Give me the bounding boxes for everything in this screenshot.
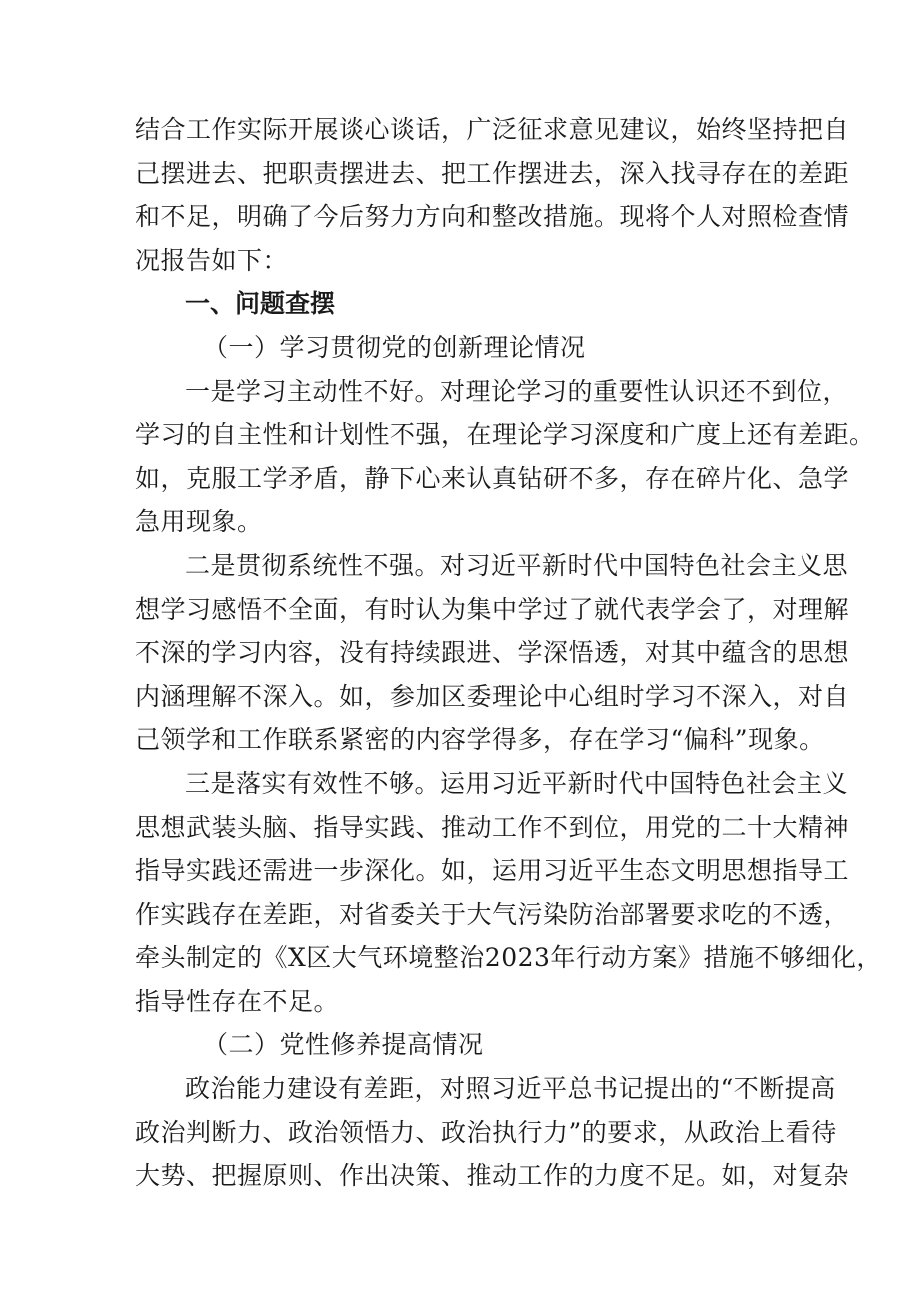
subsection-heading: （二）党性修养提高情况 (203, 1030, 484, 1060)
text-line: 一是学习主动性不好。对理论学习的重要性认识还不到位， (185, 376, 849, 406)
text-line: 二是贯彻系统性不强。对习近平新时代中国特色社会主义思 (185, 550, 849, 580)
section-heading: 一、问题查摆 (185, 289, 336, 319)
text-line: 想学习感悟不全面，有时认为集中学过了就代表学会了，对理解 (135, 594, 850, 624)
text-line: 己领学和工作联系紧密的内容学得多，存在学习“偏科”现象。 (135, 725, 825, 755)
paragraph-1 (135, 370, 875, 544)
text-line: 大势、把握原则、作出决策、推动工作的力度不足。如，对复杂 (135, 1161, 850, 1191)
text-line: 如，克服工学矛盾，静下心来认真钻研不多，存在碎片化、急学 (135, 463, 850, 493)
text-line: 政治判断力、政治领悟力、政治执行力”的要求，从政治上看待 (135, 1117, 837, 1147)
text-line: 急用现象。 (135, 507, 263, 537)
text-line: 内涵理解不深入。如，参加区委理论中心组时学习不深入，对自 (135, 681, 850, 711)
text-line: 政治能力建设有差距，对照习近平总书记提出的“不断提高 (185, 1074, 836, 1104)
subsection-heading: （一）学习贯彻党的创新理论情况 (203, 332, 586, 362)
text-line: 三是落实有效性不够。运用习近平新时代中国特色社会主义 (185, 768, 849, 798)
text-line: 学习的自主性和计划性不强，在理论学习深度和广度上还有差距。 (135, 420, 875, 450)
text-line: 况报告如下： (135, 245, 289, 275)
text-line: 结合工作实际开展谈心谈话，广泛征求意见建议，始终坚持把自 (135, 115, 850, 144)
text-line: 牵头制定的《X区大气环境整治2023年行动方案》措施不够细化， (135, 943, 882, 973)
paragraph-4 (135, 1067, 850, 1198)
text-line: 指导性存在不足。 (135, 986, 340, 1016)
paragraph-3 (135, 762, 882, 1024)
paragraph-2 (135, 544, 850, 762)
text-line: 不深的学习内容，没有持续跟进、学深悟透，对其中蕴含的思想 (135, 638, 850, 668)
document-body (135, 108, 882, 1198)
text-line: 作实践存在差距，对省委关于大气污染防治部署要求吃的不透， (135, 899, 850, 929)
intro-paragraph (135, 108, 850, 282)
text-line: 和不足，明确了今后努力方向和整改措施。现将个人对照检查情 (135, 202, 850, 232)
text-line: 指导实践还需进一步深化。如，运用习近平生态文明思想指导工 (135, 856, 850, 886)
text-line: 思想武装头脑、指导实践、推动工作不到位，用党的二十大精神 (135, 812, 850, 842)
text-line: 己摆进去、把职责摆进去、把工作摆进去，深入找寻存在的差距 (135, 158, 850, 188)
